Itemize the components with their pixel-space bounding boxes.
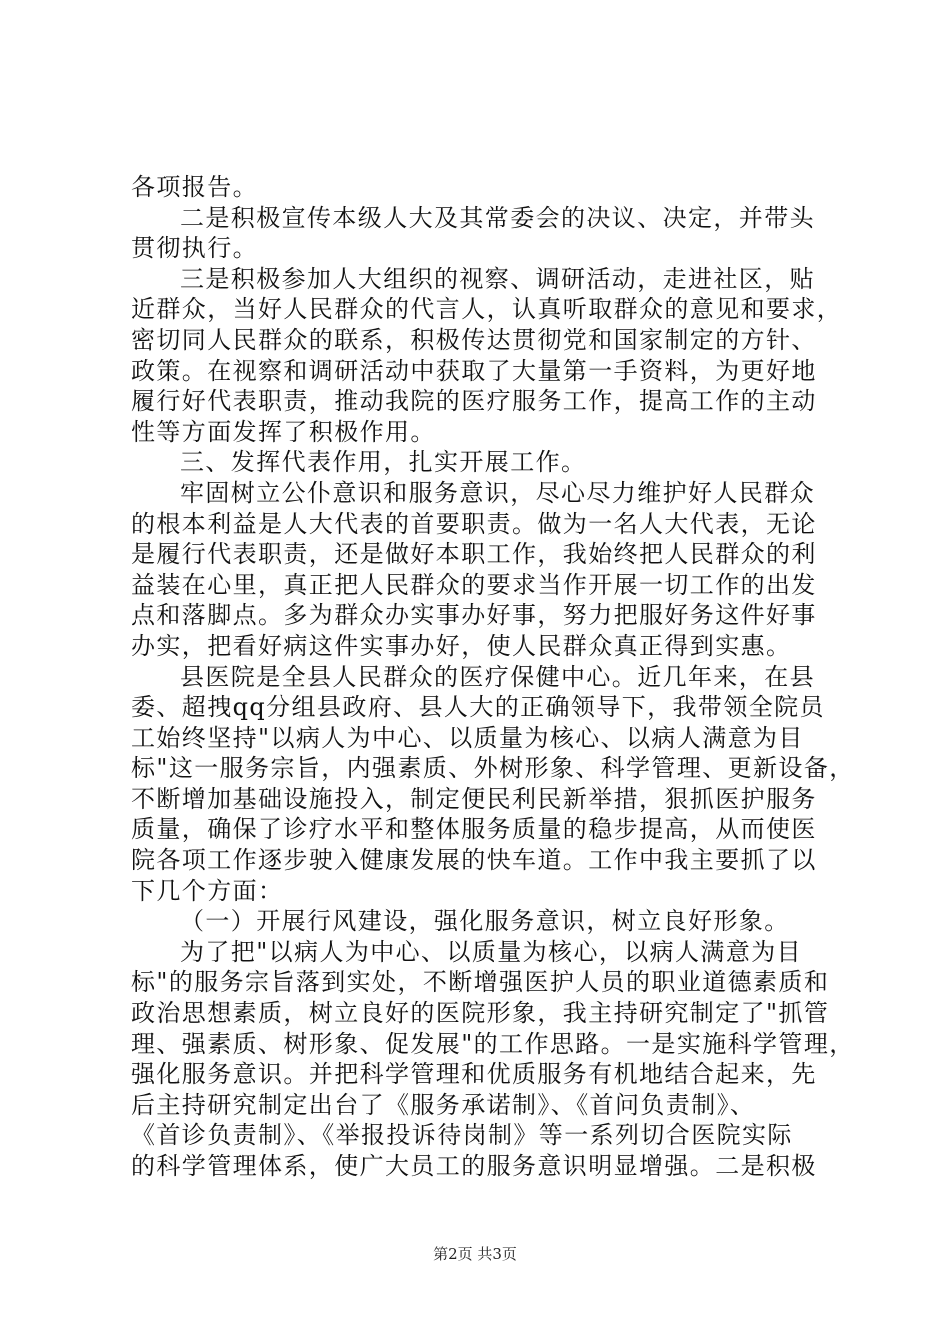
text-line: 益装在心里，真正把人民群众的要求当作开展一切工作的出发 (131, 570, 817, 599)
text-line: 密切同人民群众的联系，积极传达贯彻党和国家制定的方针、 (131, 325, 817, 354)
text-line: 性等方面发挥了积极作用。 (131, 417, 436, 446)
text-line: 政治思想素质，树立良好的医院形象，我主持研究制定了"抓管 (131, 999, 830, 1028)
text-line: 不断增加基础设施投入，制定便民利民新举措，狠抓医护服务 (131, 784, 817, 813)
text-line: （一）开展行风建设，强化服务意识，树立良好形象。 (180, 907, 790, 936)
text-line: 《首诊负责制》、《举报投诉待岗制》等一系列切合医院实际 (131, 1121, 793, 1150)
text-line: 标"这一服务宗旨，内强素质、外树形象、科学管理、更新设备， (131, 754, 855, 783)
text-line: 办实，把看好病这件实事办好，使人民群众真正得到实惠。 (131, 631, 792, 660)
text-line: 政策。在视察和调研活动中获取了大量第一手资料，为更好地 (131, 356, 817, 385)
text-line: 的科学管理体系，使广大员工的服务意识明显增强。二是积极 (131, 1152, 817, 1180)
text-line: 点和落脚点。多为群众办实事办好事，努力把服好务这件好事 (131, 601, 817, 630)
text-line: 委、超拽qq分组县政府、县人大的正确领导下，我带领全院员 (131, 693, 825, 722)
text-line: 院各项工作逐步驶入健康发展的快车道。工作中我主要抓了以 (131, 846, 817, 875)
text-line: 质量，确保了诊疗水平和整体服务质量的稳步提高，从而使医 (131, 815, 817, 844)
text-line: 强化服务意识。并把科学管理和优质服务有机地结合起来，先 (131, 1060, 817, 1089)
text-line: 是履行代表职责，还是做好本职工作，我始终把人民群众的利 (131, 540, 817, 569)
text-line: 工始终坚持"以病人为中心、以质量为核心、以病人满意为目 (131, 723, 804, 752)
text-line: 近群众，当好人民群众的代言人，认真听取群众的意见和要求， (131, 295, 843, 324)
text-line: 贯彻执行。 (131, 234, 258, 263)
text-line: 为了把"以病人为中心、以质量为核心，以病人满意为目 (180, 937, 803, 966)
text-line: 二是积极宣传本级人大及其常委会的决议、决定，并带头 (180, 203, 815, 232)
page-footer: 第2页 共3页 (433, 1245, 517, 1263)
text-line: 各项报告。 (131, 173, 258, 201)
text-line: 后主持研究制定出台了《服务承诺制》、《首问负责制》、 (131, 1090, 756, 1119)
text-line: 三是积极参加人大组织的视察、调研活动，走进社区，贴 (180, 264, 815, 293)
document-body (131, 172, 855, 1182)
text-line: 下几个方面： (131, 876, 284, 905)
text-line: 标"的服务宗旨落到实处，不断增强医护人员的职业道德素质和 (131, 968, 830, 997)
text-line: 理、强素质、树形象、促发展"的工作思路。一是实施科学管理， (131, 1029, 855, 1058)
text-line: 的根本利益是人大代表的首要职责。做为一名人大代表，无论 (131, 509, 817, 538)
text-line: 牢固树立公仆意识和服务意识，尽心尽力维护好人民群众 (180, 478, 815, 507)
text-line: 县医院是全县人民群众的医疗保健中心。近几年来，在县 (180, 662, 815, 691)
text-line: 三、发挥代表作用，扎实开展工作。 (180, 448, 587, 477)
text-line: 履行好代表职责，推动我院的医疗服务工作，提高工作的主动 (131, 387, 817, 416)
